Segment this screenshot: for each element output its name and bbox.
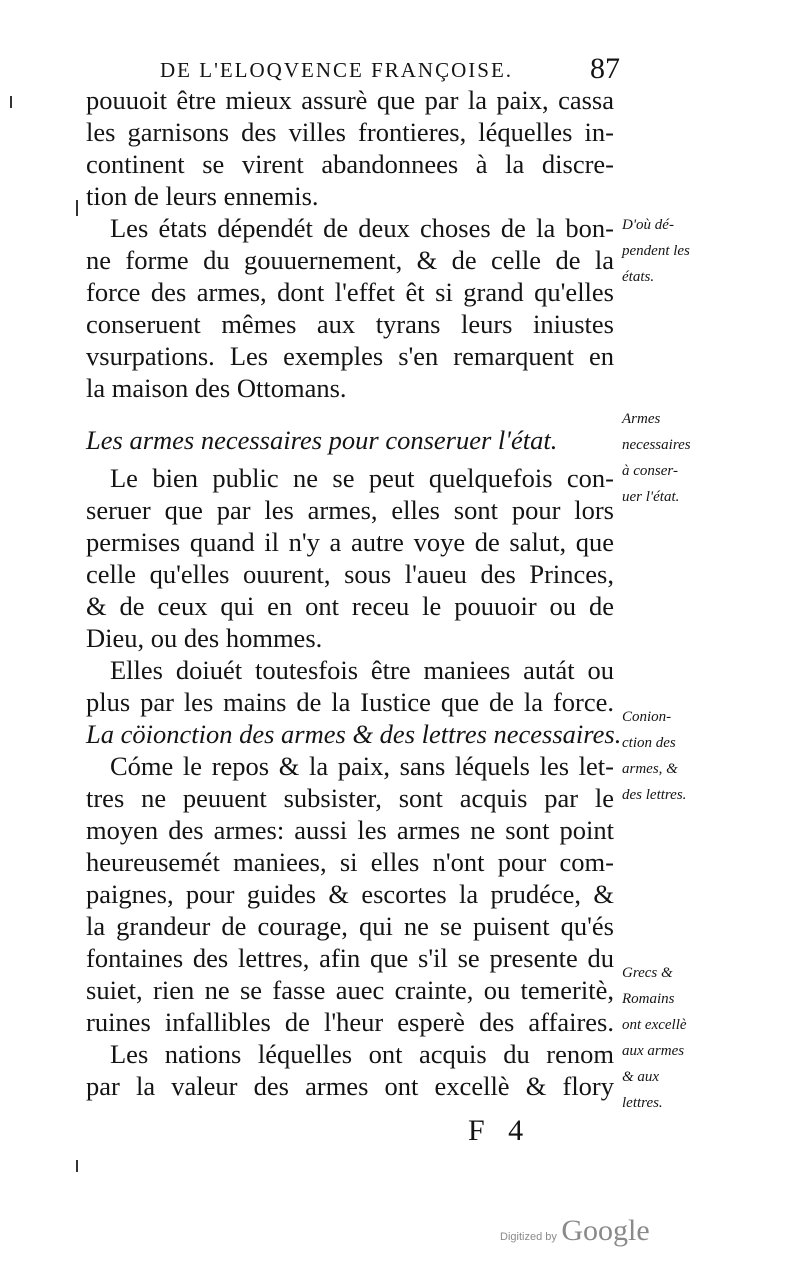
text-line: la maison des Ottomans.	[86, 373, 347, 403]
text-line: moyen des armes: aussi les armes ne sont point	[86, 815, 614, 845]
text-line: continent se virent abandonnees à la discre-	[86, 149, 614, 179]
ink-speck	[76, 1160, 78, 1172]
ink-speck	[10, 96, 12, 108]
running-head: DE L'ELOQVENCE FRANÇOISE.	[160, 58, 514, 82]
text-line: Le bien public ne se peut quelquefois con-	[110, 463, 614, 493]
text-line: seruer que par les armes, elles sont pour lors	[86, 495, 614, 525]
text-line: ruines infallibles de l'heur esperè des affaires.	[86, 1007, 614, 1037]
text-line: fontaines des lettres, afin que s'il se presente du	[86, 943, 614, 973]
margin-note-etats: D'où dé- pendent les états.	[622, 217, 690, 285]
text-line: tion de leurs ennemis.	[86, 181, 319, 211]
text-line: la grandeur de courage, qui ne se puisent qu'és	[86, 911, 614, 941]
text-line: permises quand il n'y a autre voye de salut, que	[86, 527, 614, 557]
page-number: 87	[590, 52, 620, 85]
text-line: tres ne peuuent subsister, sont acquis par le	[86, 783, 614, 813]
text-line: les garnisons des villes frontieres, léquelles in-	[86, 117, 614, 147]
text-line: suiet, rien ne se fasse auec crainte, ou temeritè,	[86, 975, 614, 1005]
text-line: vsurpations. Les exemples s'en remarquent en	[86, 341, 614, 371]
text-line: Les nations léquelles ont acquis du renom	[110, 1039, 614, 1069]
margin-note-grecs: Grecs & Romains ont excellè aux armes & aux lettres.	[622, 965, 687, 1111]
margin-note-conionction: Conion- ction des armes, & des lettres.	[622, 709, 687, 803]
text-line: Elles doiuét toutesfois être maniees autát ou	[110, 655, 614, 685]
digitization-watermark: Digitized by Google	[500, 1214, 650, 1247]
text-line: celle qu'elles ouurent, sous l'aueu des Princes,	[86, 559, 614, 589]
section-heading: La cöionction des armes & des lettres necessaires.	[86, 719, 622, 749]
signature-mark: F 4	[468, 1114, 532, 1147]
text-line: par la valeur des armes ont excellè & flory	[86, 1071, 614, 1101]
text-line: heureusemét maniees, si elles n'ont pour com-	[86, 847, 614, 877]
text-line: Cóme le repos & la paix, sans léquels les let-	[110, 751, 614, 781]
text-line: plus par les mains de la Iustice que de la force.	[86, 687, 614, 717]
text-line: & de ceux qui en ont receu le pouuoir ou de	[86, 591, 614, 621]
text-line: Dieu, ou des hommes.	[86, 623, 323, 653]
section-heading: Les armes necessaires pour conseruer l'état.	[86, 425, 558, 455]
main-text	[86, 84, 622, 1102]
margin-note-armes: Armes necessaires à conser- uer l'état.	[622, 411, 691, 505]
page-header	[160, 54, 620, 88]
text-line: Les états dépendét de deux choses de la bon-	[110, 213, 614, 243]
text-line: force des armes, dont l'effet êt si grand qu'elles	[86, 277, 614, 307]
text-line: pouuoit être mieux assurè que par la paix, cassa	[86, 85, 614, 115]
text-line: conseruent mêmes aux tyrans leurs iniustes	[86, 309, 614, 339]
text-line: paignes, pour guides & escortes la prudéce, &	[86, 879, 614, 909]
ink-speck	[76, 200, 78, 216]
text-line: ne forme du gouuernement, & de celle de la	[86, 245, 614, 275]
